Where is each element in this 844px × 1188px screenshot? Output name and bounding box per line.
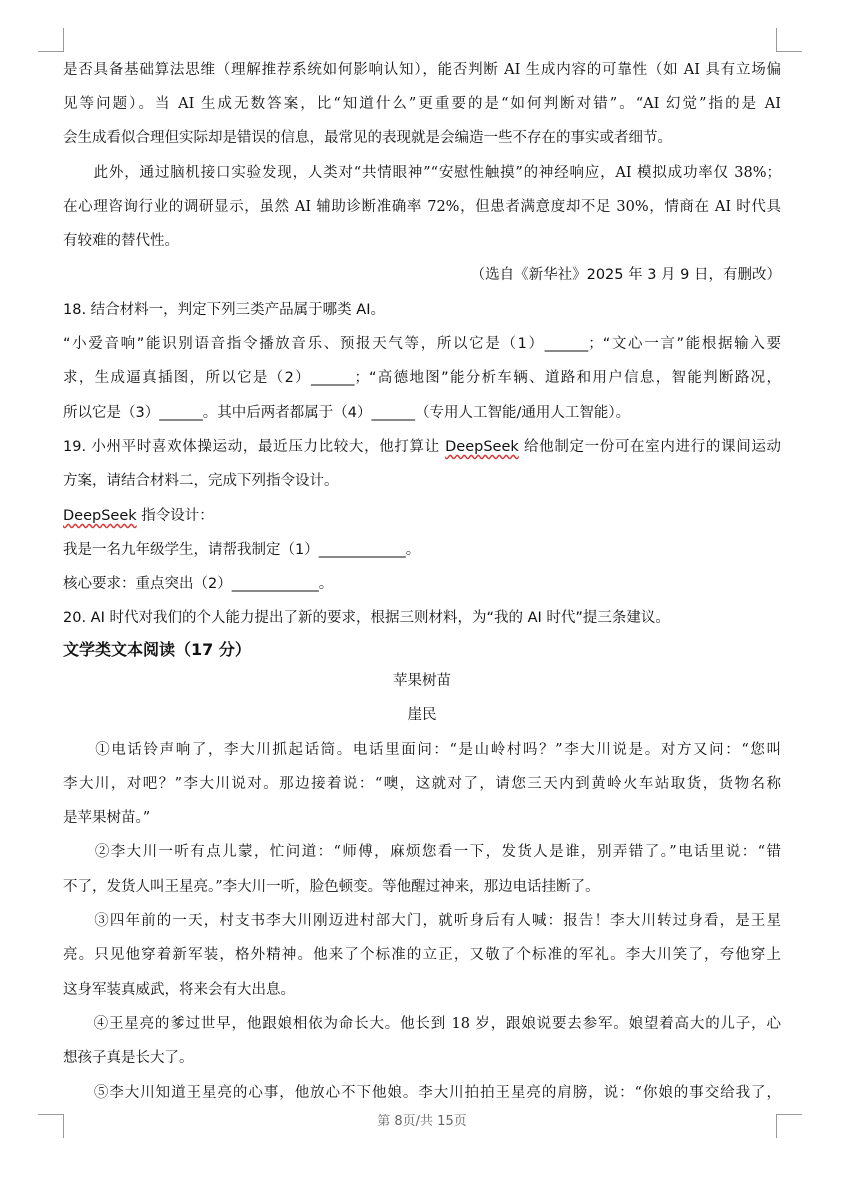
question-18-line: “小爱音响”能识别语音指令播放音乐、预报天气等，所以它是（1）______；“文心一言”能根据输入要 [63,336,781,352]
story-line: ④王星亮的爹过世早，他跟娘相依为命长大。他长到 18 岁，跟娘说要去参军。娘望着高大的儿子，心 [63,1016,781,1032]
question-18: 18. 结合材料一，判定下列三类产品属于哪类 AI。 [63,302,385,318]
page-number: 第 8页/共 15页 [377,1114,467,1129]
section-heading: 文学类文本阅读（17 分） [63,640,251,659]
deepseek-word: DeepSeek [63,508,137,524]
story-line: 这身军装真威武，将来会有大出息。 [63,982,295,998]
instruction-design-label: DeepSeek 指令设计： [63,508,214,524]
crop-mark-top-left-h [38,51,64,52]
story-line: ⑤李大川知道王星亮的心事，他放心不下他娘。李大川拍拍王星亮的肩膀，说：“你娘的事交给我了， [63,1085,781,1101]
material-line: 会生成看似合理但实际却是错误的信息，最常见的表现就是会编造一些不存在的事实或者细节。 [63,130,672,146]
material-line: 在心理咨询行业的调研显示，虽然 AI 辅助诊断准确率 72%，但患者满意度却不足 30%，情商在 AI 时代具 [63,199,781,215]
instruction-line-1: 我是一名九年级学生，请帮我制定（1）____________。 [63,542,421,558]
material-line: 有较难的替代性。 [63,233,179,249]
material-line: 见等问题）。当 AI 生成无数答案，比“知道什么”更重要的是“如何判断对错”。“AI 幻觉”指的是 AI [63,96,781,112]
story-line: 想孩子真是长大了。 [63,1050,194,1066]
question-18-line: 所以它是（3）______。其中后两者都属于（4）______（专用人工智能/通用人工智能）。 [63,405,631,421]
story-line: 是苹果树苗。” [63,810,151,826]
crop-mark-top-left-v [63,28,64,52]
material-line: 是否具备基础算法思维（理解推荐系统如何影响认知），能否判断 AI 生成内容的可靠性（如 AI 具有立场偏 [63,62,781,78]
instruction-line-2: 核心要求：重点突出（2）____________。 [63,576,334,592]
crop-mark-top-right-h [776,51,802,52]
story-line: ①电话铃声响了，李大川抓起话筒。电话里面问：“是山岭村吗？”李大川说是。对方又问：“您叫 [63,742,781,758]
question-18-line: 求，生成逼真插图，所以它是（2）______；“高德地图”能分析车辆、道路和用户信息，智能判断路况， [63,370,781,386]
story-author: 崖民 [407,707,437,723]
deepseek-word: DeepSeek [445,439,519,455]
story-line: 不了，发货人叫王星亮。”李大川一听，脸色顿变。等他醒过神来，那边电话挂断了。 [63,879,600,895]
story-line: 亮。只见他穿着新军装，格外精神。他来了个标准的立正，又敬了个标准的军礼。李大川笑了，夸他穿上 [63,947,781,963]
story-line: 李大川，对吧？”李大川说对。那边接着说：“噢，这就对了，请您三天内到黄岭火车站取货，货物名称 [63,776,781,792]
material-line: 此外，通过脑机接口实验发现，人类对“共情眼神”“安慰性触摸”的神经响应，AI 模拟成功率仅 38%； [63,165,781,181]
story-line: ③四年前的一天，村支书李大川刚迈进村部大门，就听身后有人喊：报告！李大川转过身看，是王星 [63,913,781,929]
question-19: 19. 小州平时喜欢体操运动，最近压力比较大，他打算让 DeepSeek 给他制定一份可在室内进行的课间运动 [63,439,782,455]
story-title: 苹果树苗 [393,673,451,689]
source-citation: （选自《新华社》2025 年 3 月 9 日，有删改） [470,267,781,283]
question-19-line: 方案，请结合材料二，完成下列指令设计。 [63,473,339,489]
crop-mark-top-right-v [776,28,777,52]
story-line: ②李大川一听有点儿蒙，忙问道：“师傅，麻烦您看一下，发货人是谁，别弄错了。”电话里说：“错 [63,844,781,860]
question-20: 20. AI 时代对我们的个人能力提出了新的要求，根据三则材料，为“我的 AI 时代”提三条建议。 [63,610,670,626]
